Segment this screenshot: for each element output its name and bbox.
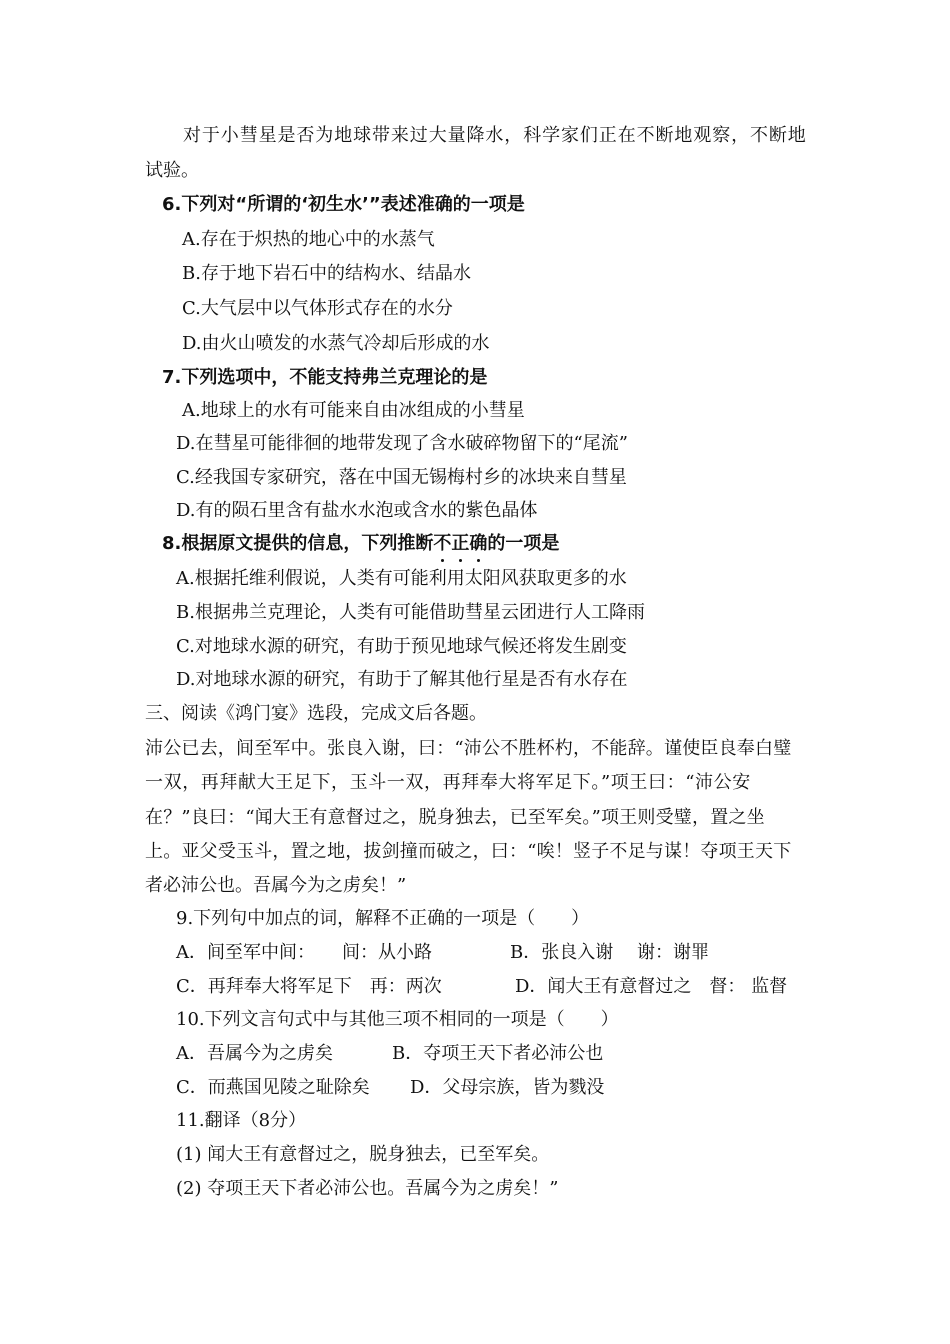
question-8-option-c: C.对地球水源的研究，有助于预见地球气候还将发生剧变 <box>176 636 627 657</box>
question-8-stem-pre: 8.根据原文提供的信息，下列推断 <box>162 533 434 554</box>
question-10-option-b: B．夺项王天下者必沛公也 <box>392 1043 604 1064</box>
question-7-stem: 7.下列选项中，不能支持弗兰克理论的是 <box>162 367 488 388</box>
question-6-option-c: C.大气层中以气体形式存在的水分 <box>182 298 453 319</box>
passage-line-1: 沛公已去，间至军中。张良入谢，曰：“沛公不胜杯杓，不能辞。谨使臣良奉白璧 <box>145 738 792 759</box>
question-8-option-d: D.对地球水源的研究，有助于了解其他行星是否有水存在 <box>176 669 628 690</box>
question-8-option-b: B.根据弗兰克理论，人类有可能借助彗星云团进行人工降雨 <box>176 602 645 623</box>
question-6-option-d: D.由火山喷发的水蒸气冷却后形成的水 <box>182 333 490 354</box>
question-7-option-4: D.有的陨石里含有盐水水泡或含水的紫色晶体 <box>176 500 538 521</box>
question-10-option-d: D．父母宗族，皆为戮没 <box>410 1077 605 1098</box>
emphasis-dot-3: 确 <box>469 533 488 554</box>
question-6-option-b: B.存于地下岩石中的结构水、结晶水 <box>182 263 471 284</box>
section-3-heading: 三、阅读《鸿门宴》选段，完成文后各题。 <box>145 703 487 724</box>
question-9-option-b: B．张良入谢 谢：谢罪 <box>510 942 709 963</box>
question-9-option-a: A．间至军中间： 间：从小路 <box>176 942 432 963</box>
passage-line-5: 者必沛公也。吾属今为之虏矣！” <box>145 875 407 896</box>
question-10-stem: 10.下列文言句式中与其他三项不相同的一项是（ ） <box>176 1009 619 1030</box>
question-9-option-d: D．闻大王有意督过之 督： 监督 <box>515 976 788 997</box>
question-7-option-3: C.经我国专家研究，落在中国无锡梅村乡的冰块来自彗星 <box>176 467 627 488</box>
question-6-stem: 6.下列对“所谓的‘初生水’”表述准确的一项是 <box>162 194 525 215</box>
intro-line-1: 对于小彗星是否为地球带来过大量降水，科学家们正在不断地观察，不断地 <box>183 125 807 146</box>
question-9-option-c: C．再拜奉大将军足下 再：两次 <box>176 976 442 997</box>
question-6-option-a: A.存在于炽热的地心中的水蒸气 <box>182 229 435 250</box>
question-11-stem: 11.翻译（8分） <box>176 1110 307 1131</box>
emphasis-dot-1: 不 <box>433 533 452 554</box>
passage-line-2: 一双，再拜献大王足下，玉斗一双，再拜奉大将军足下。”项王曰：“沛公安 <box>145 772 751 793</box>
question-7-option-1: A.地球上的水有可能来自由冰组成的小彗星 <box>182 400 525 421</box>
question-10-option-a: A．吾属今为之虏矣 <box>176 1043 333 1064</box>
question-10-option-c: C．而燕国见陵之耻除矣 <box>176 1077 370 1098</box>
intro-line-2: 试验。 <box>145 160 199 181</box>
question-7-option-2: D.在彗星可能徘徊的地带发现了含水破碎物留下的“尾流” <box>176 433 628 454</box>
question-11-item-2: (2) 夺项王天下者必沛公也。吾属今为之虏矣！” <box>176 1178 559 1199</box>
question-8-stem <box>162 532 559 556</box>
emphasis-dot-2: 正 <box>451 533 470 554</box>
question-11-item-1: (1) 闻大王有意督过之，脱身独去，已至军矣。 <box>176 1144 550 1165</box>
question-8-stem-post: 的一项是 <box>487 533 560 554</box>
passage-line-4: 上。亚父受玉斗，置之地，拔剑撞而破之，曰：“唉！竖子不足与谋！夺项王天下 <box>145 841 792 862</box>
question-9-stem: 9.下列句中加点的词，解释不正确的一项是（ ） <box>176 908 590 929</box>
passage-line-3: 在？”良曰：“闻大王有意督过之，脱身独去，已至军矣。”项王则受璧，置之坐 <box>145 807 765 828</box>
question-8-option-a: A.根据托维利假说，人类有可能利用太阳风获取更多的水 <box>176 568 627 589</box>
